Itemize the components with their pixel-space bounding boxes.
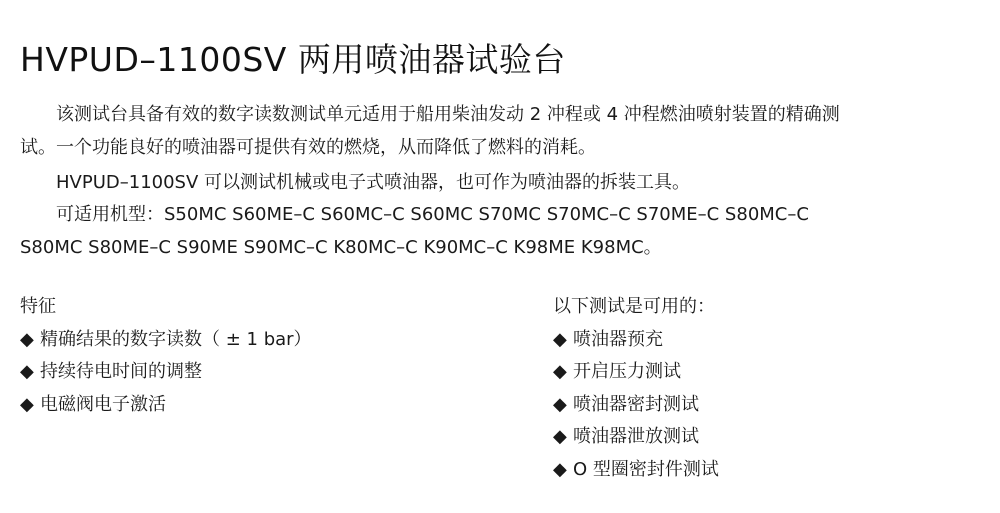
test-item — [553, 389, 719, 422]
test-item — [553, 324, 719, 357]
feature-item — [20, 389, 312, 422]
feature-item — [20, 324, 312, 357]
test-item-text: 喷油器密封测试 — [573, 393, 699, 415]
diamond-bullet-icon: ◆ — [20, 361, 34, 382]
tests-heading: 以下测试是可用的： — [553, 296, 715, 317]
intro-line-1: 该测试台具备有效的数字读数测试单元适用于船用柴油发动 2 冲程或 4 冲程燃油喷射装置的精确测 — [56, 104, 840, 125]
test-item-text: 开启压力测试 — [573, 361, 681, 382]
diamond-bullet-icon: ◆ — [553, 458, 567, 480]
diamond-bullet-icon: ◆ — [20, 328, 34, 350]
features-heading: 特征 — [20, 296, 56, 317]
diamond-bullet-icon: ◆ — [553, 426, 567, 447]
diamond-bullet-icon: ◆ — [553, 361, 567, 382]
usage-paragraph: HVPUD–1100SV 可以测试机械或电子式喷油器，也可作为喷油器的拆装工具。 — [56, 172, 691, 193]
diamond-bullet-icon: ◆ — [553, 328, 567, 350]
test-item-text: 喷油器预充 — [573, 328, 663, 350]
page-title: HVPUD–1100SV 两用喷油器试验台 — [20, 40, 566, 79]
test-item-text: 喷油器泄放测试 — [573, 426, 699, 447]
models-line-1: 可适用机型：S50MC S60ME–C S60MC–C S60MC S70MC S70MC–C S70ME–C S80MC–C — [56, 204, 809, 225]
test-item — [553, 421, 719, 454]
test-item-text: O 型圈密封件测试 — [573, 458, 719, 480]
tests-section — [553, 291, 719, 486]
intro-paragraph — [20, 98, 985, 164]
diamond-bullet-icon: ◆ — [20, 393, 34, 415]
features-section — [20, 291, 312, 421]
test-item — [553, 356, 719, 389]
intro-line-2: 试。一个功能良好的喷油器可提供有效的燃烧，从而降低了燃料的消耗。 — [20, 137, 596, 158]
feature-item-text: 持续待电时间的调整 — [40, 361, 202, 382]
models-paragraph — [20, 198, 985, 264]
feature-item-text: 精确结果的数字读数（ ± 1 bar） — [40, 328, 312, 350]
test-item — [553, 454, 719, 487]
diamond-bullet-icon: ◆ — [553, 393, 567, 415]
feature-item — [20, 356, 312, 389]
models-line-2: S80MC S80ME–C S90ME S90MC–C K80MC–C K90MC–C K98ME K98MC。 — [20, 237, 662, 258]
feature-item-text: 电磁阀电子激活 — [40, 393, 166, 415]
